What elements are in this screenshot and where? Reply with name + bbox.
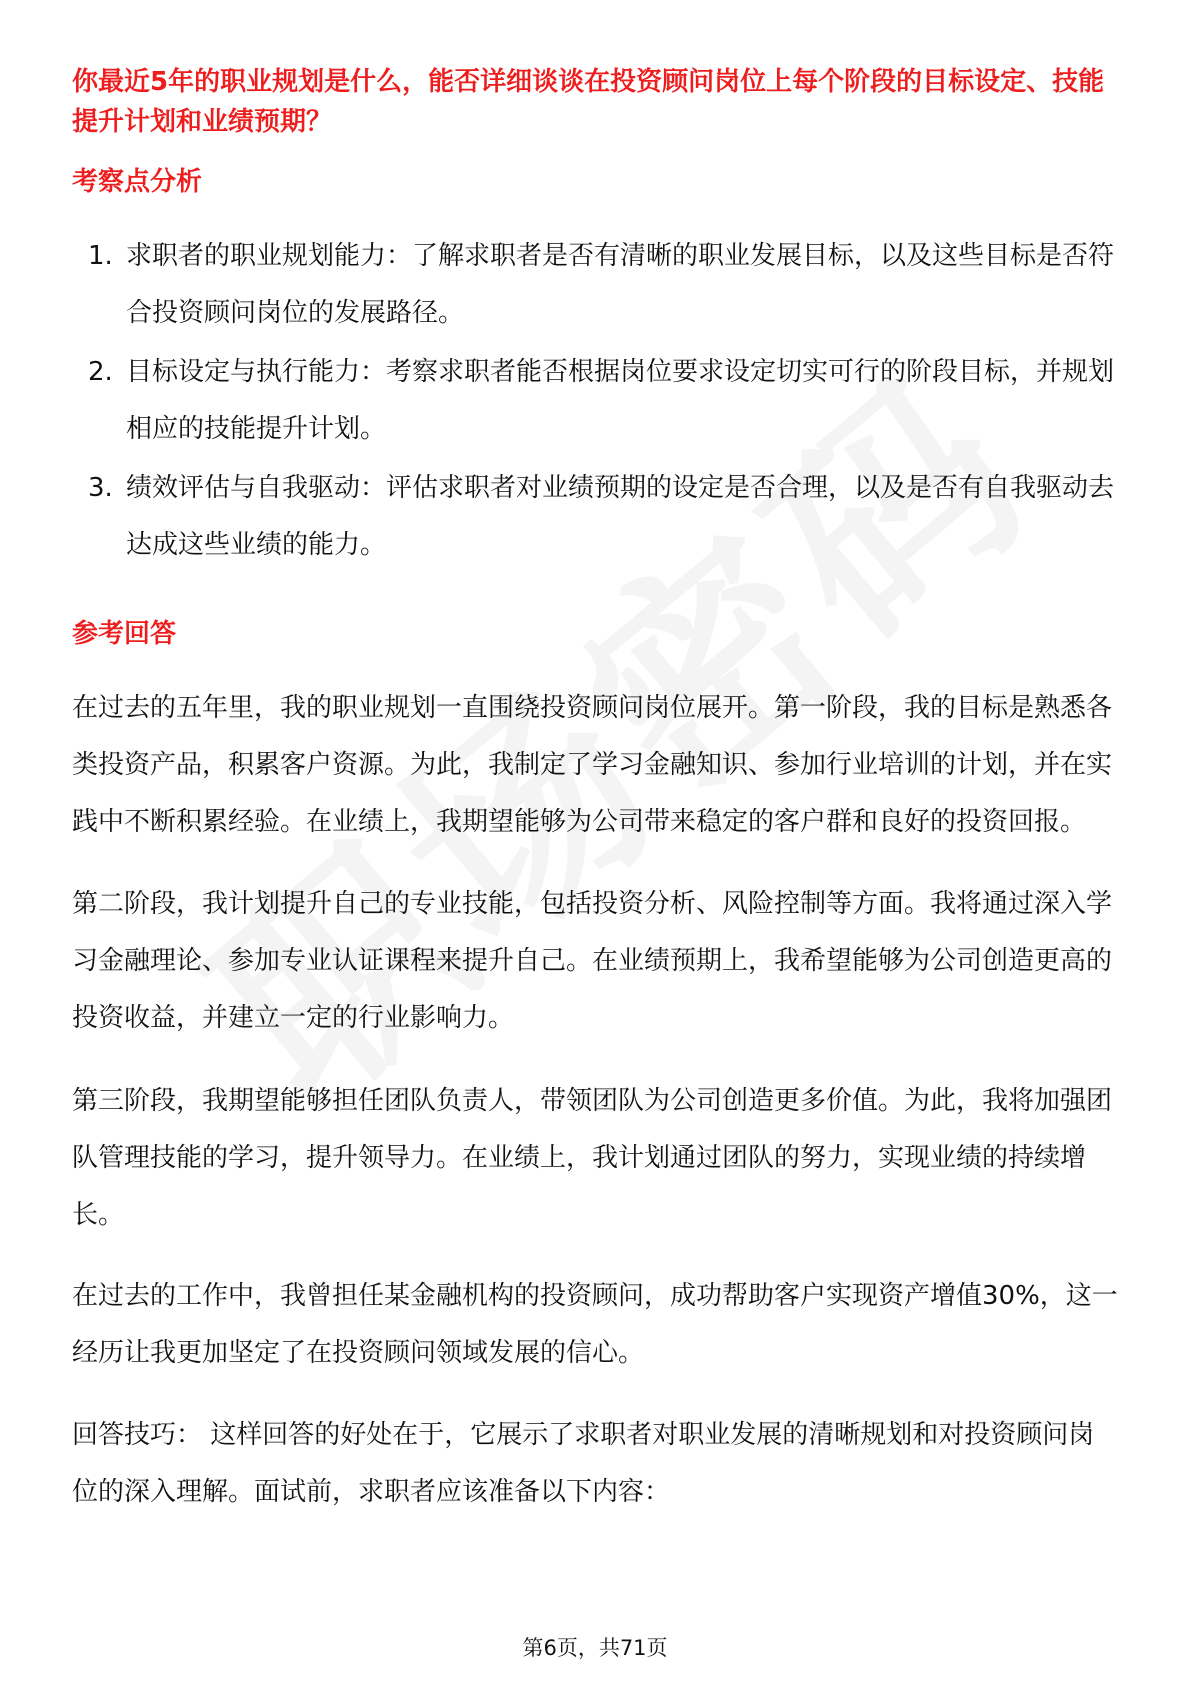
analysis-point (72, 344, 1120, 458)
answer-tips-paragraph: 回答技巧： 这样回答的好处在于，它展示了求职者对职业发展的清晰规划和对投资顾问岗位的深入理解。面试前，求职者应该准备以下内容： (72, 1420, 1095, 1507)
answer-paragraph: 第三阶段，我期望能够担任团队负责人，带领团队为公司创造更多价值。为此，我将加强团队管理技能的学习，提升领导力。在业绩上，我计划通过团队的努力，实现业绩的持续增长。 (72, 1086, 1113, 1230)
point-number: 2. (88, 357, 113, 387)
answer-paragraph: 在过去的五年里，我的职业规划一直围绕投资顾问岗位展开。第一阶段，我的目标是熟悉各类投资产品，积累客户资源。为此，我制定了学习金融知识、参加行业培训的计划，并在实践中不断积累经验。在业绩上，我期望能够为公司带来稳定的客户群和良好的投资回报。 (72, 693, 1113, 837)
point-text: 目标设定与执行能力：考察求职者能否根据岗位要求设定切实可行的阶段目标，并规划相应的技能提升计划。 (126, 357, 1115, 444)
analysis-points-list (72, 228, 1120, 574)
analysis-point (72, 228, 1120, 342)
point-number: 3. (88, 473, 113, 503)
point-text: 绩效评估与自我驱动：评估求职者对业绩预期的设定是否合理，以及是否有自我驱动去达成这些业绩的能力。 (126, 473, 1115, 560)
analysis-point (72, 460, 1120, 574)
answer-heading: 参考回答 (72, 619, 177, 649)
point-number: 1. (88, 241, 113, 271)
answer-paragraph: 在过去的工作中，我曾担任某金融机构的投资顾问，成功帮助客户实现资产增值30%，这一经历让我更加坚定了在投资顾问领域发展的信心。 (72, 1281, 1118, 1368)
page-content (72, 62, 1120, 1521)
page-number-footer: 第6页，共71页 (522, 1636, 668, 1660)
answer-paragraph: 第二阶段，我计划提升自己的专业技能，包括投资分析、风险控制等方面。我将通过深入学习金融理论、参加专业认证课程来提升自己。在业绩预期上，我希望能够为公司创造更高的投资收益，并建立一定的行业影响力。 (72, 889, 1113, 1033)
question-title: 你最近5年的职业规划是什么，能否详细谈谈在投资顾问岗位上每个阶段的目标设定、技能提升计划和业绩预期？ (72, 67, 1105, 137)
point-text: 求职者的职业规划能力：了解求职者是否有清晰的职业发展目标，以及这些目标是否符合投资顾问岗位的发展路径。 (126, 241, 1115, 328)
analysis-heading: 考察点分析 (72, 167, 203, 197)
